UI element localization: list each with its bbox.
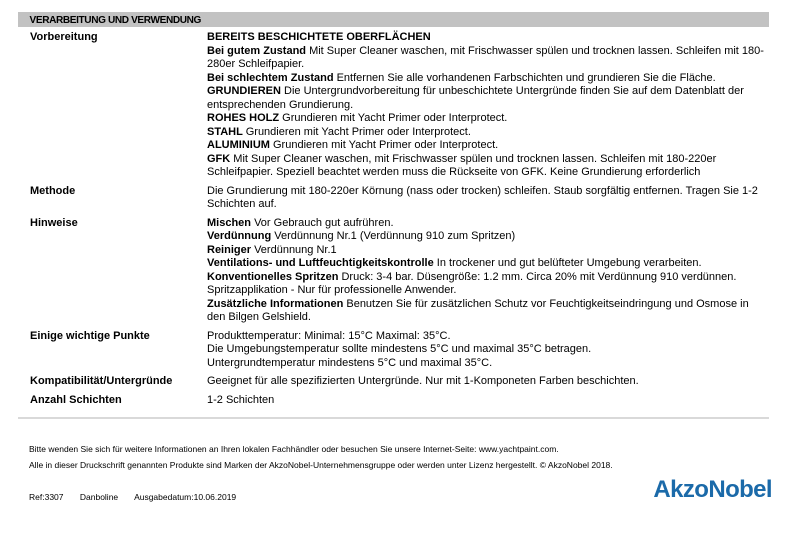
paragraph [207,244,767,258]
paragraph-text: Verdünnung Nr.1 [254,243,337,256]
paragraph [207,126,767,140]
paragraph-text: Mit Super Cleaner waschen, mit Frischwasser spülen und trocknen lassen. Schleifen mit 180-280er Schleifpapier. [207,44,764,70]
paragraph-text: Die Umgebungstemperatur sollte mindestens 5°C und maximal 35°C betragen. [207,343,592,355]
paragraph-text: Grundieren mit Yacht Primer oder Interprotect. [245,125,471,138]
issue-date: Ausgabedatum:10.06.2019 [134,492,237,502]
section-content [207,31,767,180]
paragraph [207,185,767,212]
section-label: Anzahl Schichten [30,393,122,406]
paragraph [207,230,767,244]
paragraph-text: Grundieren mit Yacht Primer oder Interprotect. [282,112,508,124]
paragraph-text: Die Untergrundvorbereitung für unbeschichtete Untergründe finden Sie auf dem Datenblatt der entsprechenden Grundierung. [207,85,744,111]
paragraph-text: Entfernen Sie alle vorhandenen Farbschichten und grundieren Sie die Fläche. [336,71,716,84]
paragraph-lead-bold: Konventionelles Spritzen [207,270,342,283]
paragraph-text: 1-2 Schichten [207,393,275,406]
section-content [207,375,767,389]
paragraph [207,343,767,357]
paragraph-lead-bold: GFK [207,152,234,165]
section-content [207,394,767,408]
paragraph-lead-bold: Bei gutem Zustand [207,44,310,57]
paragraph-lead-bold: Ventilations- und Luftfeuchtigkeitskontrolle [207,257,437,269]
product-name: Danboline [79,492,119,502]
paragraph [207,112,767,126]
section-label: Methode [30,184,76,197]
paragraph-text: Benutzen Sie für zusätzlichen Schutz vor Feuchtigkeitseindringung und Osmose in den Bilgen Gelshield. [207,297,749,323]
paragraph-lead-bold: ROHES HOLZ [207,112,283,124]
section-content [207,217,767,325]
akzonobel-logo: AkzoNobel [653,476,772,503]
paragraph [207,85,767,112]
paragraph [207,257,767,271]
paragraph-text: Grundieren mit Yacht Primer oder Interprotect. [273,139,499,151]
paragraph-lead-bold: Bei schlechtem Zustand [207,71,337,84]
section-content [207,330,767,371]
paragraph-text: In trockener und gut belüfteter Umgebung verarbeiten. [436,257,702,269]
paragraph [207,375,767,389]
section-row [30,185,770,212]
paragraph-text: Druck: 3-4 bar. Düsengröße: 1.2 mm. Circa 20% mit Verdünnung 910 verdünnen. Spritzapplikation - Nur für professionelle Anwender. [207,270,737,296]
section-content [207,185,767,212]
paragraph-lead-bold: GRUNDIEREN [207,85,285,97]
paragraph-lead-bold: Zusätzliche Informationen [207,297,347,310]
paragraph-lead-bold: ALUMINIUM [207,139,273,151]
paragraph [207,330,767,344]
paragraph-text: Vor Gebrauch gut aufrühren. [254,216,394,229]
paragraph-lead-bold: BEREITS BESCHICHTETE OBERFLÄCHEN [207,31,431,43]
paragraph-text: Die Grundierung mit 180-220er Körnung (nass oder trocken) schleifen. Staub sorgfältig entfernen. Tragen Sie 1-2 Schichten auf. [207,184,758,210]
section-row [30,31,770,180]
paragraph-text: Produkttemperatur: Minimal: 15°C Maximal: 35°C. [207,329,451,342]
paragraph [207,298,767,325]
section-row [30,217,770,325]
content-sections [30,31,770,412]
footer-note-dealer: Bitte wenden Sie sich für weitere Informationen an Ihren lokalen Fachhändler oder besuchen Sie unsere Internet-Seite: www.yachtpaint.com. [29,444,559,454]
reference-line [29,492,250,502]
paragraph [207,357,767,371]
paragraph [207,45,767,72]
paragraph [207,271,767,298]
section-header-title: VERARBEITUNG UND VERWENDUNG [29,13,201,26]
paragraph-text: Mit Super Cleaner waschen, mit Frischwasser spülen und trocknen lassen. Schleifen mit 180-220er Schleifpapier. Speziell beachtet werden muss die Rückseite von GFK. Keine Grundierung erforderlich [207,152,717,178]
section-row [30,394,770,408]
paragraph [207,217,767,231]
section-label: Kompatibilität/Untergründe [30,375,173,387]
section-row [30,375,770,389]
section-header-bar [18,12,769,27]
paragraph-lead-bold: STAHL [207,125,246,138]
paragraph-text: Geeignet für alle spezifizierten Untergründe. Nur mit 1-Komponeten Farben beschichten. [207,375,639,387]
paragraph-text: Verdünnung Nr.1 (Verdünnung 910 zum Spritzen) [274,230,516,242]
section-row [30,330,770,371]
section-label: Hinweise [30,216,78,229]
paragraph-text: Untergrundtemperatur mindestens 5°C und maximal 35°C. [207,356,493,369]
paragraph-lead-bold: Verdünnung [207,230,275,242]
paragraph [207,31,767,45]
section-label: Vorbereitung [30,31,98,43]
footer-note-trademark: Alle in dieser Druckschrift genannten Produkte sind Marken der AkzoNobel-Unternehmensgruppe oder werden unter Lizenz hergestellt. © AkzoNobel 2018. [29,460,613,470]
paragraph-lead-bold: Mischen [207,216,255,229]
footer-divider [18,417,769,419]
paragraph [207,72,767,86]
paragraph [207,153,767,180]
paragraph [207,394,767,408]
reference-number: Ref:3307 [29,492,64,502]
paragraph-lead-bold: Reiniger [207,243,255,256]
section-label: Einige wichtige Punkte [30,329,150,342]
paragraph [207,139,767,153]
